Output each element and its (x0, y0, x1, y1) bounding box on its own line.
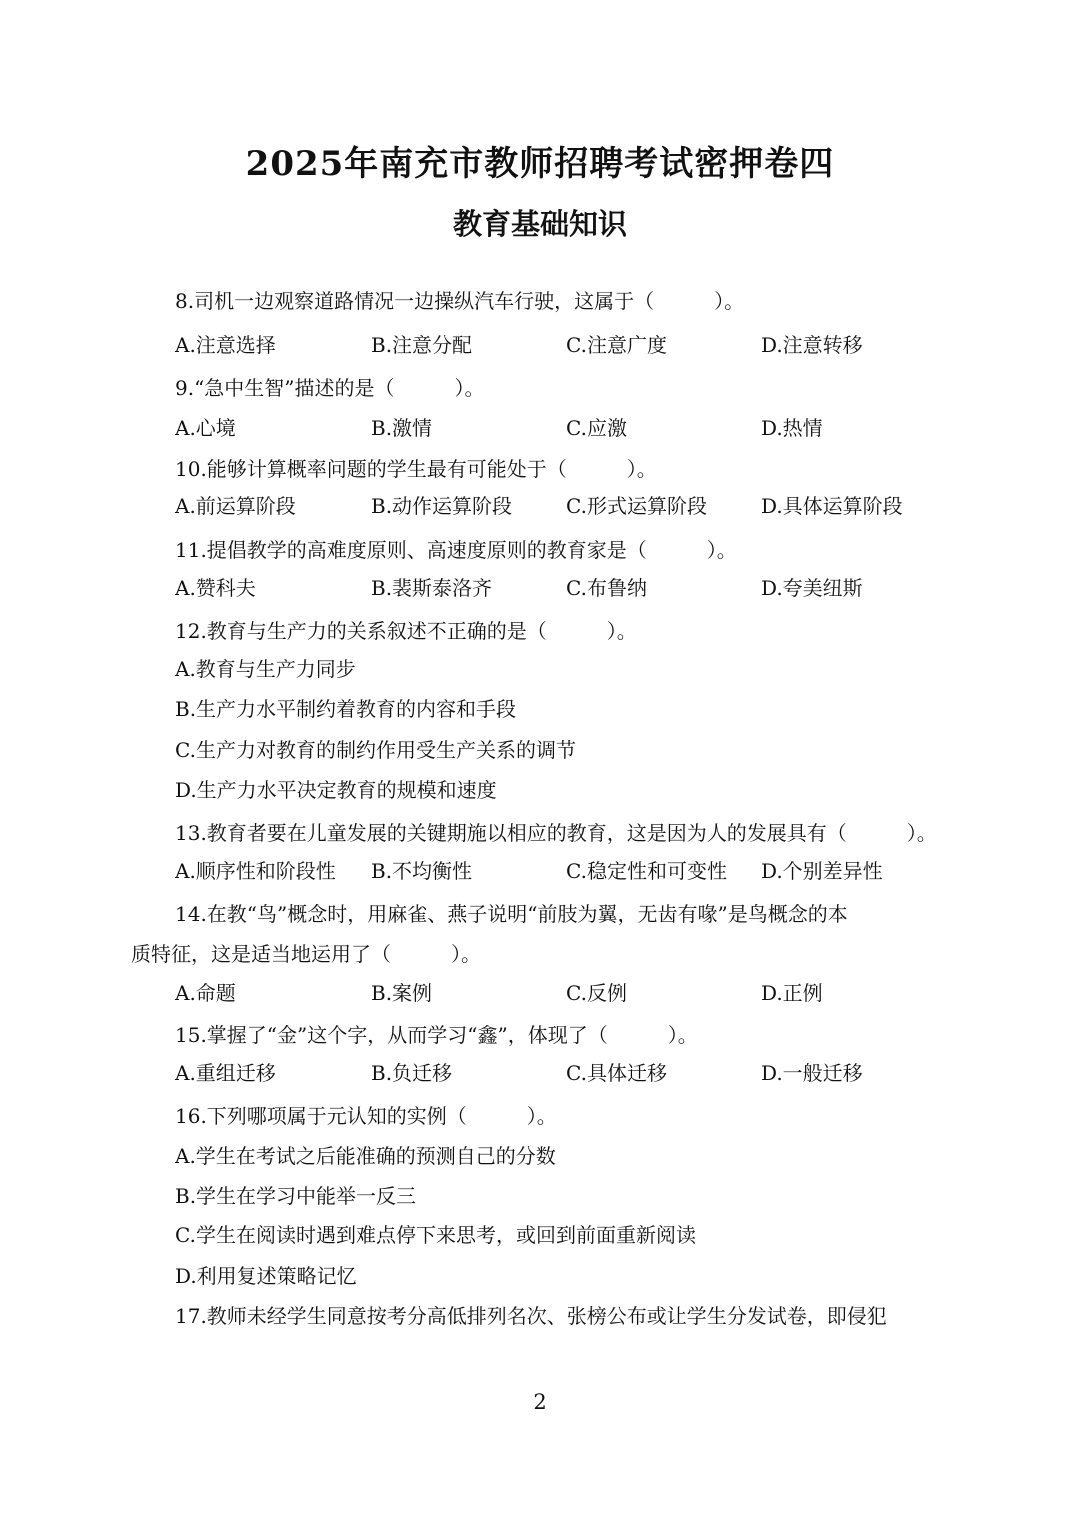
option: B.激情 (371, 416, 433, 440)
option: A.重组迁移 (175, 1061, 276, 1085)
option: B.负迁移 (371, 1061, 453, 1085)
option: A.心境 (175, 416, 236, 440)
option: D.热情 (761, 416, 823, 440)
option: B.生产力水平制约着教育的内容和手段 (175, 697, 517, 721)
option: C.生产力对教育的制约作用受生产关系的调节 (175, 738, 576, 762)
option: A.赞科夫 (175, 576, 256, 600)
option: D.具体运算阶段 (761, 494, 903, 518)
option: D.一般迁移 (761, 1061, 863, 1085)
option: C.学生在阅读时遇到难点停下来思考，或回到前面重新阅读 (175, 1223, 696, 1247)
question-stem: 12.教育与生产力的关系叙述不正确的是（ ）。 (175, 619, 637, 643)
question-stem: 10.能够计算概率问题的学生最有可能处于（ ）。 (175, 457, 657, 481)
option: C.布鲁纳 (566, 576, 647, 600)
question-stem: 14.在教“鸟”概念时，用麻雀、燕子说明“前肢为翼，无齿有喙”是鸟概念的本 (175, 902, 848, 926)
option: A.命题 (175, 981, 236, 1005)
option: A.注意选择 (175, 333, 276, 357)
option: C.具体迁移 (566, 1061, 667, 1085)
option: D.生产力水平决定教育的规模和速度 (175, 778, 497, 802)
option: B.不均衡性 (371, 859, 473, 883)
option: A.顺序性和阶段性 (175, 859, 336, 883)
option: A.教育与生产力同步 (175, 657, 356, 681)
section-subtitle: 教育基础知识 (452, 207, 627, 241)
question-stem: 9.“急中生智”描述的是（ ）。 (175, 376, 485, 400)
option: A.前运算阶段 (175, 494, 296, 518)
question-stem: 17.教师未经学生同意按考分高低排列名次、张榜公布或让学生分发试卷，即侵犯 (175, 1304, 887, 1328)
option: C.反例 (566, 981, 627, 1005)
question-stem: 11.提倡教学的高难度原则、高速度原则的教育家是（ ）。 (175, 538, 737, 562)
page-title: 2025年南充市教师招聘考试密押卷四 (245, 144, 835, 184)
option: D.注意转移 (761, 333, 863, 357)
question-stem: 15.掌握了“金”这个字，从而学习“鑫”，体现了（ ）。 (175, 1023, 698, 1047)
option: B.动作运算阶段 (371, 494, 513, 518)
option: C.注意广度 (566, 333, 667, 357)
option: D.利用复述策略记忆 (175, 1264, 357, 1288)
option: C.稳定性和可变性 (566, 859, 727, 883)
option: D.夸美纽斯 (761, 576, 863, 600)
option: D.个别差异性 (761, 859, 883, 883)
question-stem: 8.司机一边观察道路情况一边操纵汽车行驶，这属于（ ）。 (175, 289, 745, 313)
option: B.案例 (371, 981, 433, 1005)
option: C.形式运算阶段 (566, 494, 707, 518)
option: C.应激 (566, 416, 627, 440)
question-stem: 16.下列哪项属于元认知的实例（ ）。 (175, 1104, 557, 1128)
page-number: 2 (533, 1390, 547, 1414)
option: D.正例 (761, 981, 823, 1005)
option: B.裴斯泰洛齐 (371, 576, 493, 600)
option: B.注意分配 (371, 333, 473, 357)
question-stem: 13.教育者要在儿童发展的关键期施以相应的教育，这是因为人的发展具有（ ）。 (175, 821, 937, 845)
question-stem-continued: 质特征，这是适当地运用了（ ）。 (131, 942, 481, 966)
option: B.学生在学习中能举一反三 (175, 1184, 417, 1208)
option: A.学生在考试之后能准确的预测自己的分数 (175, 1144, 556, 1168)
